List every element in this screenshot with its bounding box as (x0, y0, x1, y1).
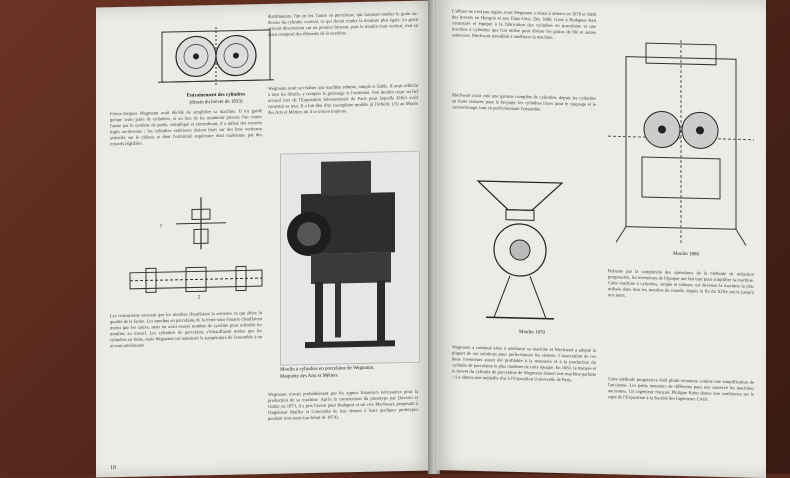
detail-drawing-1 (166, 195, 236, 252)
figure-1870-caption: Moulin 1870 (519, 329, 545, 336)
photo-caption-1: Moulin à cylindres en porcelaine de Wegmann. (280, 365, 375, 373)
right-col1-lower: Wegmann a continué alors à améliorer sa machine et Mechwart a adopté la plupart de ses solutions pour perfectionner les siennes. L'association de ces deux inventeurs aurait été profitable à la meunerie et à la production du cylindre de porcelaine le plus moderne de cette époque. En 1883, la marque et le brevet du cylindre de porcelaine de Wegmann étaient une machine parfaite ; il a obtenu une médaille d'or à l'Exposition Universelle de Paris. (452, 344, 596, 383)
left-col1-intro: Frères-Jacques Wegmann avait décidé de simplifier sa machine. Il n'a gardé qu'une seule paire de cylindres, et au lieu de les maintenir pressés l'un contre l'autre par le système de poids, compliqué et encombrant, il a utilisé des ressorts logés au-dessous ; les cylindres extérieurs étaient fixés sur des bras verticaux articulés sur le châssis et dont l'extrémité supérieure était maintenue par des ressorts réglables. (110, 108, 262, 147)
page-number-left: 18 (110, 465, 116, 472)
mill-1880-drawing (606, 36, 756, 250)
cylinder-drive-drawing (156, 22, 276, 91)
right-col2-bottom: Cette méthode progressive était plutôt reconnue comme une simplification de l'ancienne. Les petits meuniers de différents pays ont conservé les machines anciennes. Un ingénieur français Philippe Kuhn donne une conférence sur le sujet de l'Exposition à la Société des Ingénieurs Civils. (608, 376, 754, 402)
right-col1-mid: Mechwart avait créé une gamme complète de cylindres, depuis les cylindres en fonte rainurée pour le broyage, les cylindres lisses pour le claquage et le convertissage, tout en perfectionnant l'ensemble. (452, 92, 596, 112)
right-col1-top: L'affaire ne s'est pas réglée, mais Wegmann a réussi à obtenir en 1879 et 1880 des brevets en Hongrie et aux Etats-Unis. Dès 1880, Ganz à Budapest était construire et équiper à la fabrication des cylindres en porcelaine et une machine à cylindres que l'on utilise pour diviser les grains de blé et autres semences. Mechwart travaillait à améliorer la machine. (452, 8, 596, 40)
mill-1870-drawing (472, 177, 568, 327)
figure-caption-title: Entraînement des cylindres (186, 92, 246, 99)
left-col2-top: distributeurs, l'un en fer, l'autre en porcelaine, qui faisaient tomber le grain au-dessus du cylindre vertical, ce qui devait rendre la mouture plus égale. Le grain arrivait directement sur un premier broyeur, puis le moulin était vertical, tout en étant composé des éléments de la machine. (268, 10, 418, 37)
detail-drawing-2 (126, 262, 266, 297)
figure-1880-caption: Moulin 1880 (673, 251, 699, 258)
right-col2-lower: Robuste par la complexité des opérations de la méthode de réduction progressive, les inventeurs de l'époque ont fait tout pour simplifier la machine. Cette machine à cylindres, simple et robuste, est devenue la machine la plus utilisée dans tous les moulins du monde, depuis la fin du XIXe siècle jusqu'à nos jours. (608, 268, 754, 298)
photo-caption-2: Maquette des Arts et Métiers (280, 372, 338, 380)
figure-label-1: 1 (159, 224, 163, 230)
figure-caption-sub: (dessin du brevet de 1833) (189, 98, 243, 106)
right-page (436, 0, 766, 478)
left-col2-bottom: Wegmann n'avait probablement pas les appuis financiers nécessaires pour la production de sa machine. Après la construction du prototype par Daverio et Gütler en 1873, il a pris l'avion pour Budapest et un vice Mechwart, proposant à l'Ingénieur Mailler et Concordia de leur donner à leurs quelques prototypes pendant trois mois (au début de 1874). (268, 388, 418, 421)
left-col2-mid: Wegmann avait su réaliser une machine robuste, simple et fiable. Il avait réfléchi à tous les détails, y compris le graissage et l'entretien. Son moulin reçut un bel accueil lors de l'Exposition Internationale de Paris pour laquelle Eiffel avait construit sa tour. Il a fait don d'un exemplaire modèle (à l'échelle 1/5) au Musée des Arts et Métiers où il se trouve toujours. (268, 82, 418, 115)
figure-label-2: 2 (197, 295, 201, 301)
left-col1-lower: Les concurrents savaient que les moulins chauffaient la semence ce qui altère la qualité de la farine. Les moulins en porcelaine de la Ferté-sous-Jouarre chauffaient moins que les autres, mais on avait essayé nombre de système pour refroidir les moulins au travail. Les cylindres de porcelaine s'échauffaient moins que les cylindres en fonte, mais Wegmann sut maintenir la température de l'ensemble à un niveau satisfaisant. (110, 310, 262, 349)
machine-model-photo (280, 151, 420, 366)
left-page (96, 0, 432, 477)
